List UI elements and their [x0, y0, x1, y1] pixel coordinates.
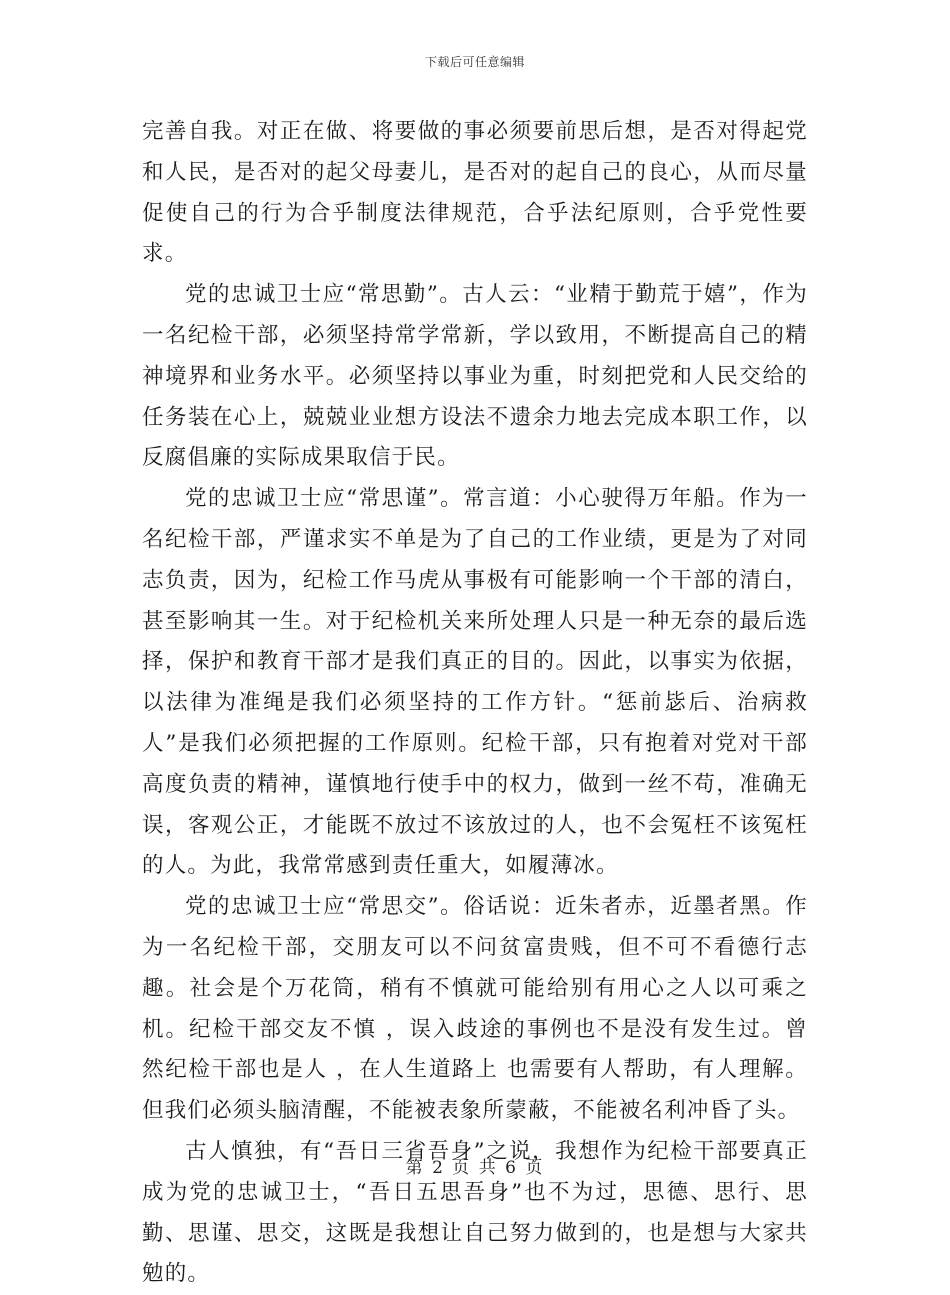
- page-footer: [0, 1153, 950, 1178]
- paragraph-1: 完善自我。对正在做、将要做的事必须要前思后想，是否对得起党和人民，是否对的起父母妻儿，是否对的起自己的良心，从而尽量促使自己的行为合乎制度法律规范，合乎法纪原则，合乎党性要求。: [142, 119, 808, 267]
- footer-total-pages: 6: [505, 1158, 518, 1178]
- footer-current-page: 2: [432, 1158, 445, 1178]
- footer-page-word: 页: [452, 1158, 472, 1178]
- footer-total-word: 共: [478, 1158, 498, 1178]
- header-note: 下载后可任意编辑: [424, 55, 525, 69]
- footer-suffix: 页: [525, 1158, 545, 1178]
- footer-prefix: 第: [405, 1158, 425, 1178]
- paragraph-5: 古人慎独，有“吾日三省吾身”之说，我想作为纪检干部要真正成为党的忠诚卫士，“吾日五思吾身”也不为过，思德、思行、思勤、思谨、思交，这既是我想让自己努力做到的，也是想与大家共勉的。: [142, 1138, 808, 1287]
- body-text: [142, 112, 808, 1295]
- paragraph-3: 党的忠诚卫士应“常思谨”。常言道：小心驶得万年船。作为一名纪检干部，严谨求实不单是为了自己的工作业绩，更是为了对同志负责，因为，纪检工作马虎从事极有可能影响一个干部的清白，甚至影响其一生。对于纪检机关来所处理人只是一种无奈的最后选择，保护和教育干部才是我们真正的目的。因此，以事实为依据，以法律为准绳是我们必须坚持的工作方针。“惩前毖后、治病救人”是我们必须把握的工作原则。纪检干部，只有抱着对党对干部高度负责的精神，谨慎地行使手中的权力，做到一丝不苟，准确无误，客观公正，才能既不放过不该放过的人，也不会冤枉不该冤枉的人。为此，我常常感到责任重大，如履薄冰。: [142, 486, 808, 879]
- paragraph-4: 党的忠诚卫士应“常思交”。俗话说：近朱者赤，近墨者黑。作为一名纪检干部，交朋友可以不问贫富贵贱，但不可不看德行志趣。社会是个万花筒，稍有不慎就可能给别有用心之人以可乘之机。纪检干部交友不慎 ，误入歧途的事例也不是没有发生过。曾然纪检干部也是人 ，在人生道路上 也需要有人帮助，有人理解。但我们必须头脑清醒，不能被表象所蒙蔽，不能被名利冲昏了头。: [142, 894, 808, 1124]
- paragraph-2: 党的忠诚卫士应“常思勤”。古人云：“业精于勤荒于嬉”，作为一名纪检干部，必须坚持常学常新，学以致用，不断提高自己的精神境界和业务水平。必须坚持以事业为重，时刻把党和人民交给的任务装在心上，兢兢业业想方设法不遗余力地去完成本职工作，以反腐倡廉的实际成果取信于民。: [142, 282, 808, 471]
